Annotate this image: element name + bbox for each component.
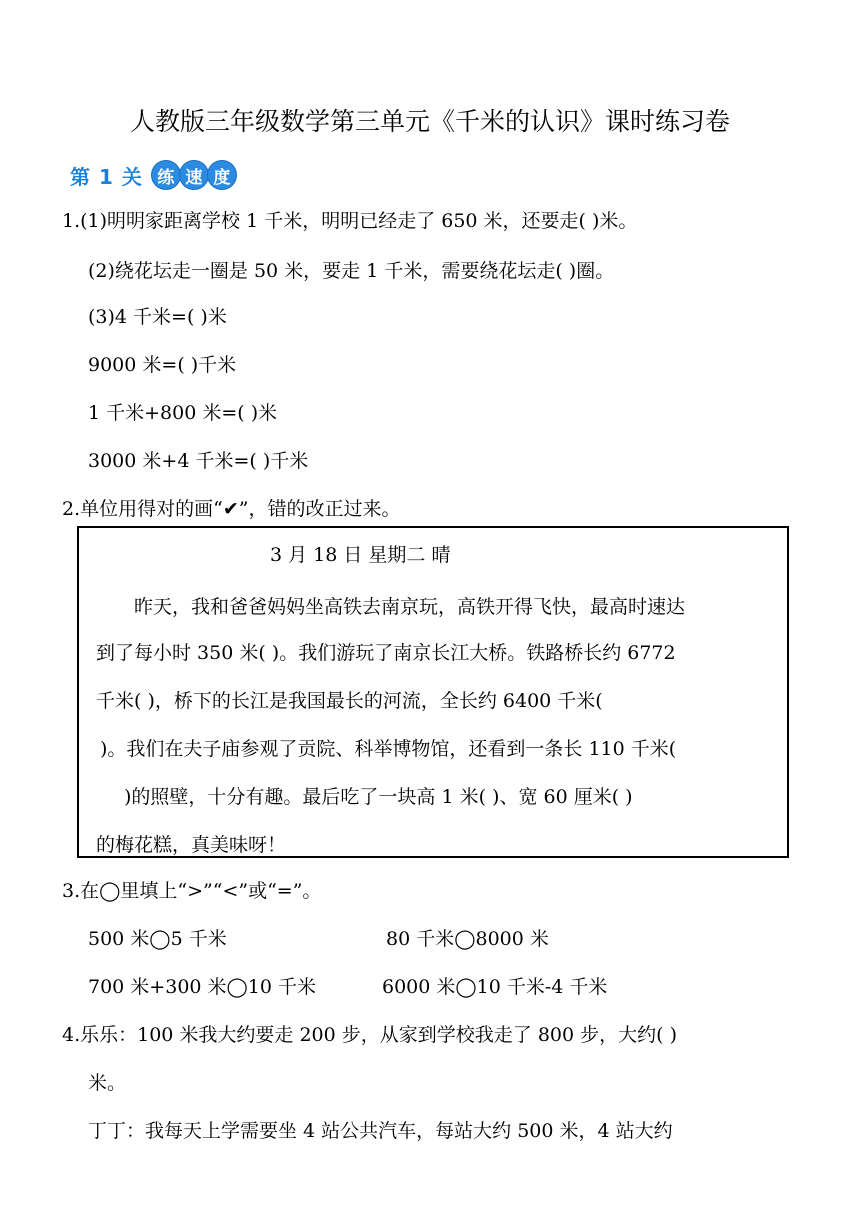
section-badge: 度 [207, 160, 237, 190]
diary-line-5: )的照壁，十分有趣。最后吃了一块高 1 米( )、宽 60 厘米( ) [124, 786, 633, 808]
q3-item-b: 80 千米◯8000 米 [386, 928, 549, 950]
q1-line-4: 9000 米=( )千米 [88, 354, 237, 376]
q3-item-c: 700 米+300 米◯10 千米 [88, 976, 317, 998]
worksheet-title: 人教版三年级数学第三单元《千米的认识》课时练习卷 [129, 107, 730, 136]
section-badge: 练 [151, 160, 181, 190]
diary-line-6: 的梅花糕，真美味呀！ [96, 834, 287, 856]
q4-line-2: 米。 [88, 1072, 127, 1094]
diary-date: 3 月 18 日 星期二 晴 [270, 544, 451, 566]
section-badge: 速 [179, 160, 209, 190]
check-mark-icon: ✔ [222, 498, 239, 520]
diary-line-3: 千米( )，桥下的长江是我国最长的河流，全长约 6400 千米( [96, 690, 603, 712]
q4-line-3: 丁丁：我每天上学需要坐 4 站公共汽车，每站大约 500 米，4 站大约 [88, 1120, 673, 1142]
q2-heading [62, 496, 400, 522]
q2-heading-suffix: ”，错的改正过来。 [238, 498, 401, 520]
section-badges [151, 160, 235, 190]
section-header [70, 160, 235, 190]
q3-item-a: 500 米◯5 千米 [88, 928, 227, 950]
section-label: 第 1 关 [70, 164, 143, 189]
q1-line-2: (2)绕花坛走一圈是 50 米，要走 1 千米，需要绕花坛走( )圈。 [88, 260, 615, 282]
q3-item-d: 6000 米◯10 千米-4 千米 [382, 976, 608, 998]
q1-line-6: 3000 米+4 千米=( )千米 [88, 450, 309, 472]
diary-line-1: 昨天，我和爸爸妈妈坐高铁去南京玩，高铁开得飞快，最高时速达 [134, 596, 686, 618]
q1-line-1: 1.(1)明明家距离学校 1 千米，明明已经走了 650 米，还要走( )米。 [62, 210, 638, 232]
q4-line-1: 4.乐乐：100 米我大约要走 200 步，从家到学校我走了 800 步，大约( ) [62, 1024, 677, 1046]
q3-heading: 3.在◯里填上“>”“<”或“=”。 [62, 880, 322, 902]
q2-heading-prefix: 2.单位用得对的画“ [62, 498, 223, 520]
q1-line-3: (3)4 千米=( )米 [88, 306, 227, 328]
diary-line-2: 到了每小时 350 米( )。我们游玩了南京长江大桥。铁路桥长约 6772 [96, 642, 676, 664]
q1-line-5: 1 千米+800 米=( )米 [88, 402, 278, 424]
diary-line-4: )。我们在夫子庙参观了贡院、科举博物馆，还看到一条长 110 千米( [100, 738, 677, 760]
